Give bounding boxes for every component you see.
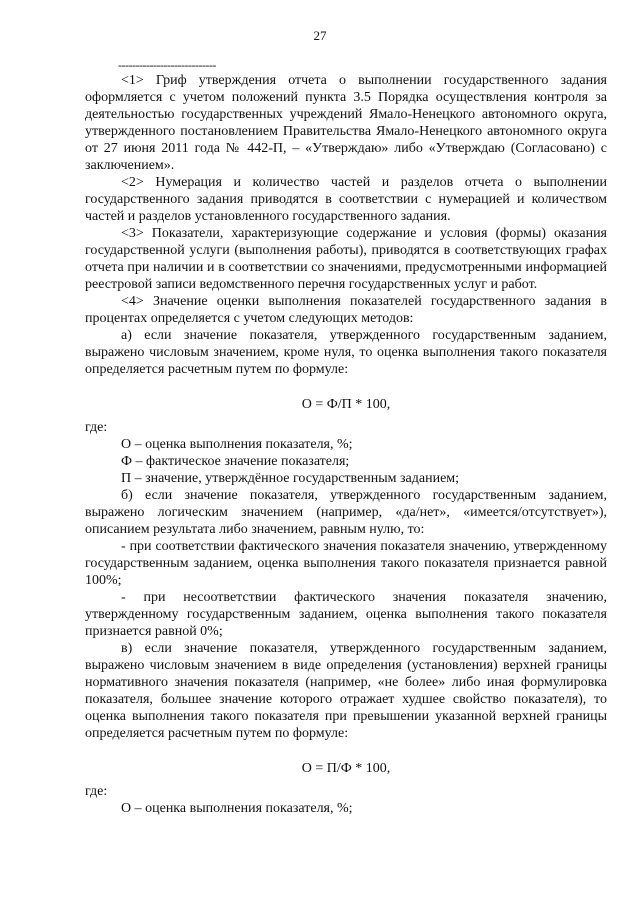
method-b-case-2: - при несоответствии фактического значения показателя значению, утвержденному государственным заданием, оценка выполнения такого показателя признается равной 0%; — [85, 590, 607, 639]
definition-f: Ф – фактическое значение показателя; — [121, 454, 350, 469]
method-a: а) если значение показателя, утвержденного государственным заданием, выражено числовым значением, кроме нуля, то оценка выполнения такого показателя определяется расчетным путем по формуле: — [85, 328, 607, 377]
method-b: б) если значение показателя, утвержденного государственным заданием, выражено логическим значением (например, «да/нет», «имеется/отсутствует»), описанием результата либо значением, равным нулю, то: — [85, 488, 607, 537]
footnote-2: <2> Нумерация и количество частей и разделов отчета о выполнении государственного задания приводятся в соответствии с нумерацией и количеством частей и разделов установленного государственного задания. — [85, 175, 607, 224]
definition-o-2: О – оценка выполнения показателя, %; — [121, 801, 353, 816]
footnotes-body — [85, 72, 607, 817]
where-label-2: где: — [85, 784, 108, 799]
formula-2: О = П/Ф * 100, — [301, 761, 391, 776]
footnote-3: <3> Показатели, характеризующие содержание и условия (формы) оказания государственной услуги (выполнения работы), приводятся в соответствующих графах отчета при наличии и в соответствии со значениями, предусмотренными информацией реестровой записи ведомственного перечня государственных услуг и работ. — [85, 226, 607, 292]
footnote-separator: ---------------------------- — [118, 58, 216, 72]
page-number: 27 — [313, 28, 327, 43]
method-b-case-1: - при соответствии фактического значения показателя значению, утвержденному государственным заданием, оценка выполнения такого показателя признается равной 100%; — [85, 539, 607, 588]
where-label-1: где: — [85, 420, 108, 435]
method-v: в) если значение показателя, утвержденного государственным заданием, выражено числовым значением в виде определения (установления) верхней границы нормативного значения показателя (например, «не более» либо иная формулировка показателя, большее значение которого отражает худшее свойство показателя), то оценка выполнения такого показателя при превышении указанной верхней границы определяется расчетным путем по формуле: — [85, 641, 607, 741]
formula-1: О = Ф/П * 100, — [301, 397, 391, 412]
footnote-4: <4> Значение оценки выполнения показателей государственного задания в процентах определяется с учетом следующих методов: — [85, 294, 607, 326]
definition-p: П – значение, утверждённое государственным заданием; — [121, 471, 460, 486]
footnote-1: <1> Гриф утверждения отчета о выполнении государственного задания оформляется с учетом положений пункта 3.5 Порядка осуществления контроля за деятельностью государственных учреждений Ямало-Ненецкого автономного округа, утвержденного постановлением Правительства Ямало-Ненецкого автономного округа от 27 июня 2011 года № 442-П, – «Утверждаю» либо «Утверждаю (Согласовано) с заключением». — [85, 73, 607, 173]
definition-o: О – оценка выполнения показателя, %; — [121, 437, 353, 452]
